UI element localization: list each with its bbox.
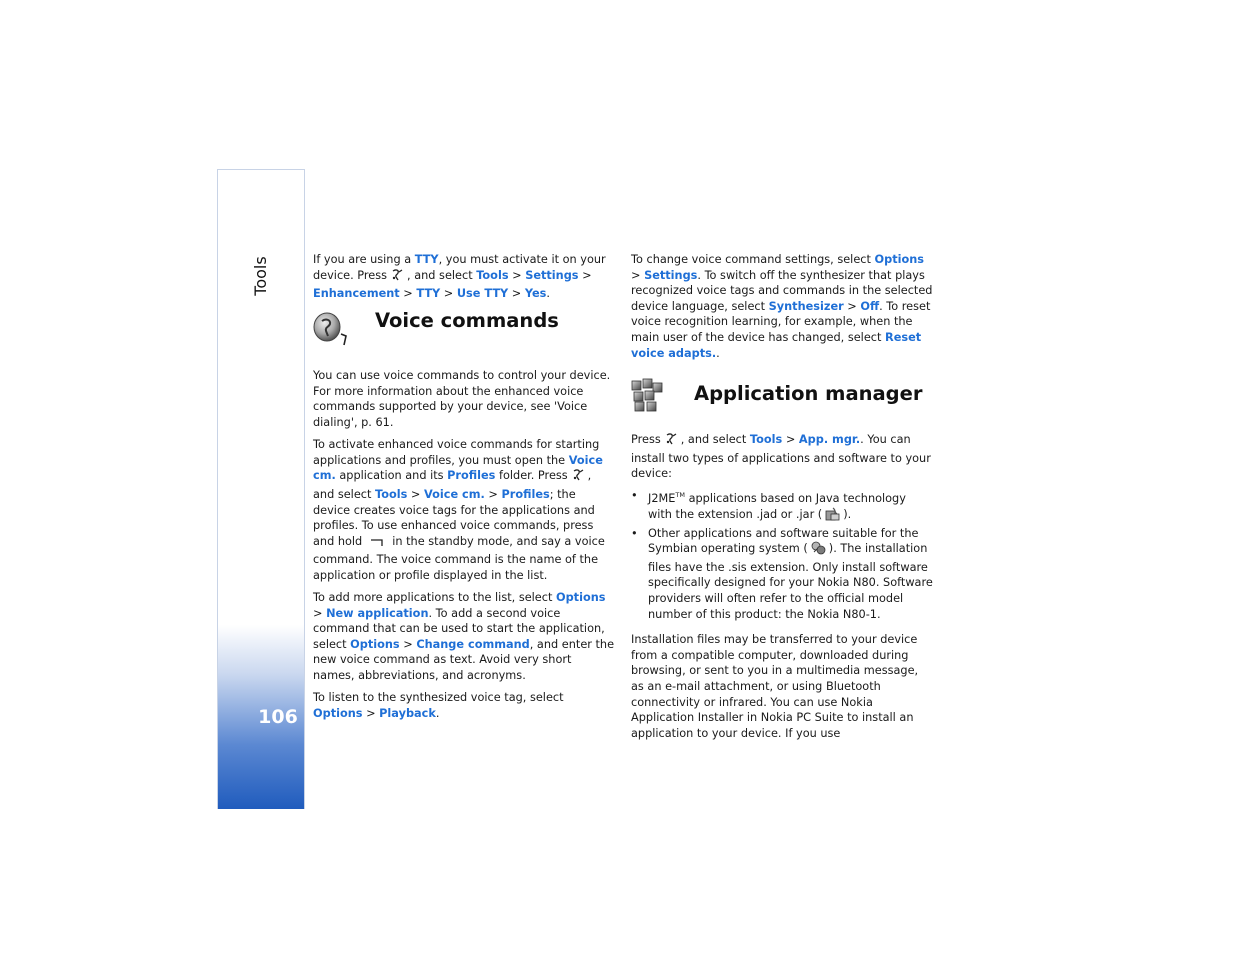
text: Press [631,433,661,447]
text: , and enter the new voice command as text. Avoid very short names, abbreviations, and acronyms. [313,637,615,682]
menu-link-options-2[interactable]: Options [350,637,400,651]
menu-link-settings[interactable]: Settings [525,268,579,282]
text: . You can install two types of applications and software to your device: [631,433,931,481]
text: . To add a second voice command that can be used to start the application, select [313,606,605,651]
menu-link-reset-voice-adapts[interactable]: Reset voice adapts. [631,330,922,360]
voice-settings-paragraph [631,252,933,361]
text: ). [843,508,852,522]
menu-link-tty[interactable]: TTY [414,253,439,266]
text: . [546,287,550,301]
text: > [631,268,645,282]
trademark: TM [675,491,685,500]
app-types-list [631,488,933,622]
voice-commands-heading: Voice commands [375,309,559,333]
text: > [399,287,417,301]
menu-link-tools[interactable]: Tools [476,268,509,282]
app-manager-paragraph [631,432,933,482]
text: J2ME [648,492,676,506]
text: To activate enhanced voice commands for starting applications and profiles, you must open the [313,438,600,467]
text: applications based on Java technology with the extension .jad or .jar ( [648,492,906,522]
add-apps-paragraph [313,590,615,684]
menu-key-icon [664,432,678,451]
text: , and select [407,268,477,282]
text: ; the device creates voice tags for the applications and profiles. To use enhanced voice commands, press and hold [313,487,595,548]
text: > [362,706,380,720]
menu-key-icon [390,268,404,287]
text: folder. Press [495,469,568,483]
menu-link-options-3[interactable]: Options [313,706,363,720]
text: > [313,606,327,620]
menu-link-settings[interactable]: Settings [644,268,698,282]
text: , and select [680,433,750,447]
playback-paragraph [313,690,615,721]
voice-intro-paragraph: You can use voice commands to control your device. For more information about the enhanced voice commands supported by your device, see 'Voice dialing', p. 61. [313,369,611,430]
left-column [313,252,615,728]
text: ). The installation files have the .sis extension. Only install software specifically designed for your Nokia N80. Software providers will often refer to the official model number of this product: the Nokia N80-1. [648,542,933,621]
text: in the standby mode, and say a voice command. The voice command is the name of the application or profile displayed in the list. [313,534,605,582]
installation-paragraph: Installation files may be transferred to your device from a compatible computer, downloaded during browsing, or sent to you in a multimedia message, as an e-mail attachment, or using Bluetooth connectivity or infrared. You can use Nokia Application Installer in Nokia PC Suite to install an application to your device. If you use [631,633,919,740]
text: Other applications and software suitable for the Symbian operating system ( [648,526,919,556]
text: > [484,487,502,501]
list-item [631,488,933,525]
text: To add more applications to the list, select [313,591,556,604]
text: > [782,433,799,447]
section-title: Tools [251,256,270,296]
menu-link-profiles[interactable]: Profiles [447,469,496,483]
text: . [716,346,720,360]
application-manager-heading: Application manager [694,382,923,406]
application-manager-icon [631,378,663,417]
menu-link-enhancement[interactable]: Enhancement [313,287,400,301]
text: . To reset voice recognition learning, for example, when the main user of the device has changed, select [631,299,931,344]
text: . To switch off the synthesizer that plays recognized voice tags and commands in the selected device language, select [631,268,933,313]
call-key-icon [370,537,384,553]
text: . [435,706,440,720]
menu-link-options[interactable]: Options [555,591,606,604]
menu-link-change-command[interactable]: Change command [416,637,530,651]
app-manager-heading-row [631,374,933,420]
text: , you must activate it on your device. Press [313,253,606,282]
menu-link-playback[interactable]: Playback [379,706,436,720]
tty-paragraph [313,252,615,302]
page-number: 106 [258,706,298,728]
text: , and select [313,469,592,501]
menu-link-off[interactable]: Off [860,299,880,313]
text: > [843,299,861,313]
voice-commands-heading-row [313,308,615,354]
menu-link-synthesizer[interactable]: Synthesizer [768,299,844,313]
text: If you are using a [313,253,415,266]
menu-link-yes[interactable]: Yes [524,287,547,301]
java-application-icon [825,507,840,526]
menu-link-voice-cm[interactable]: Voice cm. [313,453,603,483]
text: > [399,637,417,651]
menu-link-tools[interactable]: Tools [749,433,783,447]
menu-link-new-application[interactable]: New application [326,606,429,620]
menu-key-icon [571,468,585,487]
menu-link-tools[interactable]: Tools [375,487,408,501]
menu-link-tty-2[interactable]: TTY [416,287,441,301]
right-column [631,252,933,748]
menu-link-app-mgr[interactable]: App. mgr. [798,433,861,447]
text: application and its [335,469,448,483]
menu-link-use-tty[interactable]: Use TTY [456,287,509,301]
menu-link-profiles-2[interactable]: Profiles [501,487,550,501]
enhanced-voice-paragraph [313,437,615,583]
list-item [631,526,933,623]
text: > [440,287,457,301]
voice-commands-icon [313,312,349,351]
text: To listen to the synthesized voice tag, select [313,691,564,705]
symbian-application-icon [811,541,826,560]
text: > [508,268,526,282]
text: > [578,268,592,282]
menu-link-options[interactable]: Options [874,253,925,266]
menu-link-voice-cm-2[interactable]: Voice cm. [424,487,485,501]
text: > [407,487,424,501]
text: > [508,287,525,301]
text: To change voice command settings, select [631,253,875,266]
